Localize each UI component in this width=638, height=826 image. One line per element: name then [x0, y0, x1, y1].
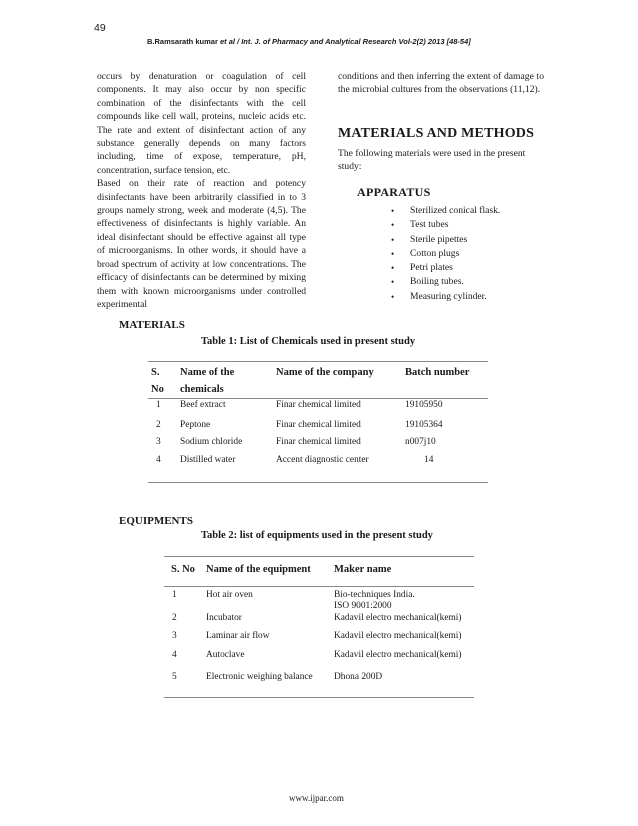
table2-cell: Laminar air flow	[206, 631, 270, 641]
page-number: 49	[94, 22, 106, 34]
table1-cell: 1	[156, 400, 161, 410]
table2-cell: 4	[172, 650, 177, 660]
table1-top-rule	[148, 361, 488, 362]
table2-cell: 3	[172, 631, 177, 641]
table2-header-sno: S. No	[171, 564, 195, 575]
footer-url: www.ijpar.com	[289, 793, 344, 803]
table2-cell: Hot air oven	[206, 590, 253, 600]
materials-heading: MATERIALS	[119, 319, 185, 331]
table1-cell: Peptone	[180, 420, 211, 430]
table1-caption: Table 1: List of Chemicals used in present study	[201, 336, 416, 347]
table2-header-rule	[164, 586, 474, 587]
table2-header-maker: Maker name	[334, 564, 392, 575]
table1-header-company: Name of the company	[276, 367, 374, 378]
table2-cell: Autoclave	[206, 650, 245, 660]
list-item	[391, 204, 500, 218]
table1-cell: Finar chemical limited	[276, 420, 361, 430]
table1-cell: n007j10	[405, 437, 436, 447]
table1-cell: 19105950	[405, 400, 443, 410]
table2-cell: 1	[172, 590, 177, 600]
list-item-text: Petri plates	[410, 262, 453, 274]
table2-cell: Kadavil electro mechanical(kemi)	[334, 631, 462, 641]
table2-cell: Kadavil electro mechanical(kemi)	[334, 613, 462, 623]
table1-cell: 3	[156, 437, 161, 447]
list-item	[391, 290, 500, 304]
list-item-text: Sterilized conical flask.	[410, 205, 501, 216]
bullet-icon: •	[391, 277, 395, 288]
bullet-icon: •	[391, 220, 395, 231]
list-item-text: Measuring cylinder.	[410, 290, 487, 302]
table1-header-batch: Batch number	[405, 367, 470, 378]
table2-cell: 5	[172, 672, 177, 682]
header-citation: et al / Int. J. of Pharmacy and Analytical Research Vol-2(2) 2013 [48-54]	[219, 37, 471, 46]
table1-cell: Finar chemical limited	[276, 400, 361, 410]
table2-cell: Kadavil electro mechanical(kemi)	[334, 650, 462, 660]
table1-cell: 14	[424, 455, 434, 465]
table2-cell: Incubator	[206, 613, 242, 623]
table2-cell: ISO 9001:2000	[334, 601, 392, 611]
apparatus-list	[391, 204, 500, 304]
apparatus-heading: APPARATUS	[357, 185, 431, 199]
table2-caption: Table 2: list of equipments used in the present study	[201, 530, 433, 541]
equipments-heading: EQUIPMENTS	[119, 515, 193, 527]
table1-cell: Distilled water	[180, 455, 236, 465]
right-column	[338, 70, 544, 97]
list-item	[391, 261, 500, 275]
table1-header-rule	[148, 398, 488, 399]
bullet-icon: •	[391, 291, 395, 302]
table1-cell: Accent diagnostic center	[276, 455, 369, 465]
table1-cell: Finar chemical limited	[276, 437, 361, 447]
table1-cell: 19105364	[405, 420, 443, 430]
bullet-icon: •	[391, 206, 395, 216]
bullet-icon: •	[391, 234, 395, 245]
left-paragraph-2: Based on their rate of reaction and potency disinfectants have been arbitrarily classified in to 3 groups namely strong, week and moderate (4,5). The effectiveness of disinfectants is highly variable. An ideal disinfectant should be effective against all type of microorganisms. In other words, it should have a broad spectrum of activity at low concentrations. The efficacy of disinfectants can be determined by mixing them with known microorganisms under controlled experimental	[97, 178, 306, 310]
table1-header-name-2: chemicals	[180, 384, 224, 395]
bullet-icon: •	[391, 263, 395, 274]
table1-cell: 2	[156, 420, 161, 430]
list-item-text: Test tubes	[410, 219, 449, 231]
table1-header-name-1: Name of the	[180, 367, 235, 378]
bullet-icon: •	[391, 248, 395, 259]
table1-header-sno-1: S.	[151, 367, 160, 378]
table2-cell: 2	[172, 613, 177, 623]
table1-cell: Sodium chloride	[180, 437, 243, 447]
methods-intro: The following materials were used in the present study:	[338, 148, 526, 173]
table2-cell: Bio-techniques India.	[334, 590, 415, 600]
list-item-text: Cotton plugs	[410, 247, 460, 259]
table1-cell: 4	[156, 455, 161, 465]
list-item	[391, 218, 500, 232]
table1-cell: Beef extract	[180, 400, 226, 410]
methods-heading: MATERIALS AND METHODS	[338, 126, 535, 141]
table1-bottom-rule	[148, 482, 488, 483]
left-paragraph-1: occurs by denaturation or coagulation of cell components. It may also occur by non specific combination of the disinfectants with the cell compounds like cell wall, proteins, nucleic acids etc. The rate and extent of disinfectant action of any substance generally depends on many factors including, time of expose, temperature, pH, concentration, surface tension, etc.	[97, 71, 306, 176]
list-item	[391, 275, 500, 289]
left-column	[97, 70, 306, 311]
list-item-text: Sterile pipettes	[410, 233, 468, 245]
table2-cell: Electronic weighing balance	[206, 672, 313, 682]
header-authors: B.Ramsarath kumar	[147, 37, 218, 46]
list-item	[391, 233, 500, 247]
table2-top-rule	[164, 556, 474, 557]
list-item-text: Boiling tubes.	[410, 276, 464, 288]
table2-cell: Dhona 200D	[334, 672, 383, 682]
running-header	[147, 37, 547, 46]
table2-header-equipment: Name of the equipment	[206, 564, 311, 575]
table1-header-sno-2: No	[151, 384, 164, 395]
list-item	[391, 247, 500, 261]
right-paragraph-1: conditions and then inferring the extent of damage to the microbial cultures from the observations (11,12).	[338, 71, 544, 96]
table2-bottom-rule	[164, 697, 474, 698]
